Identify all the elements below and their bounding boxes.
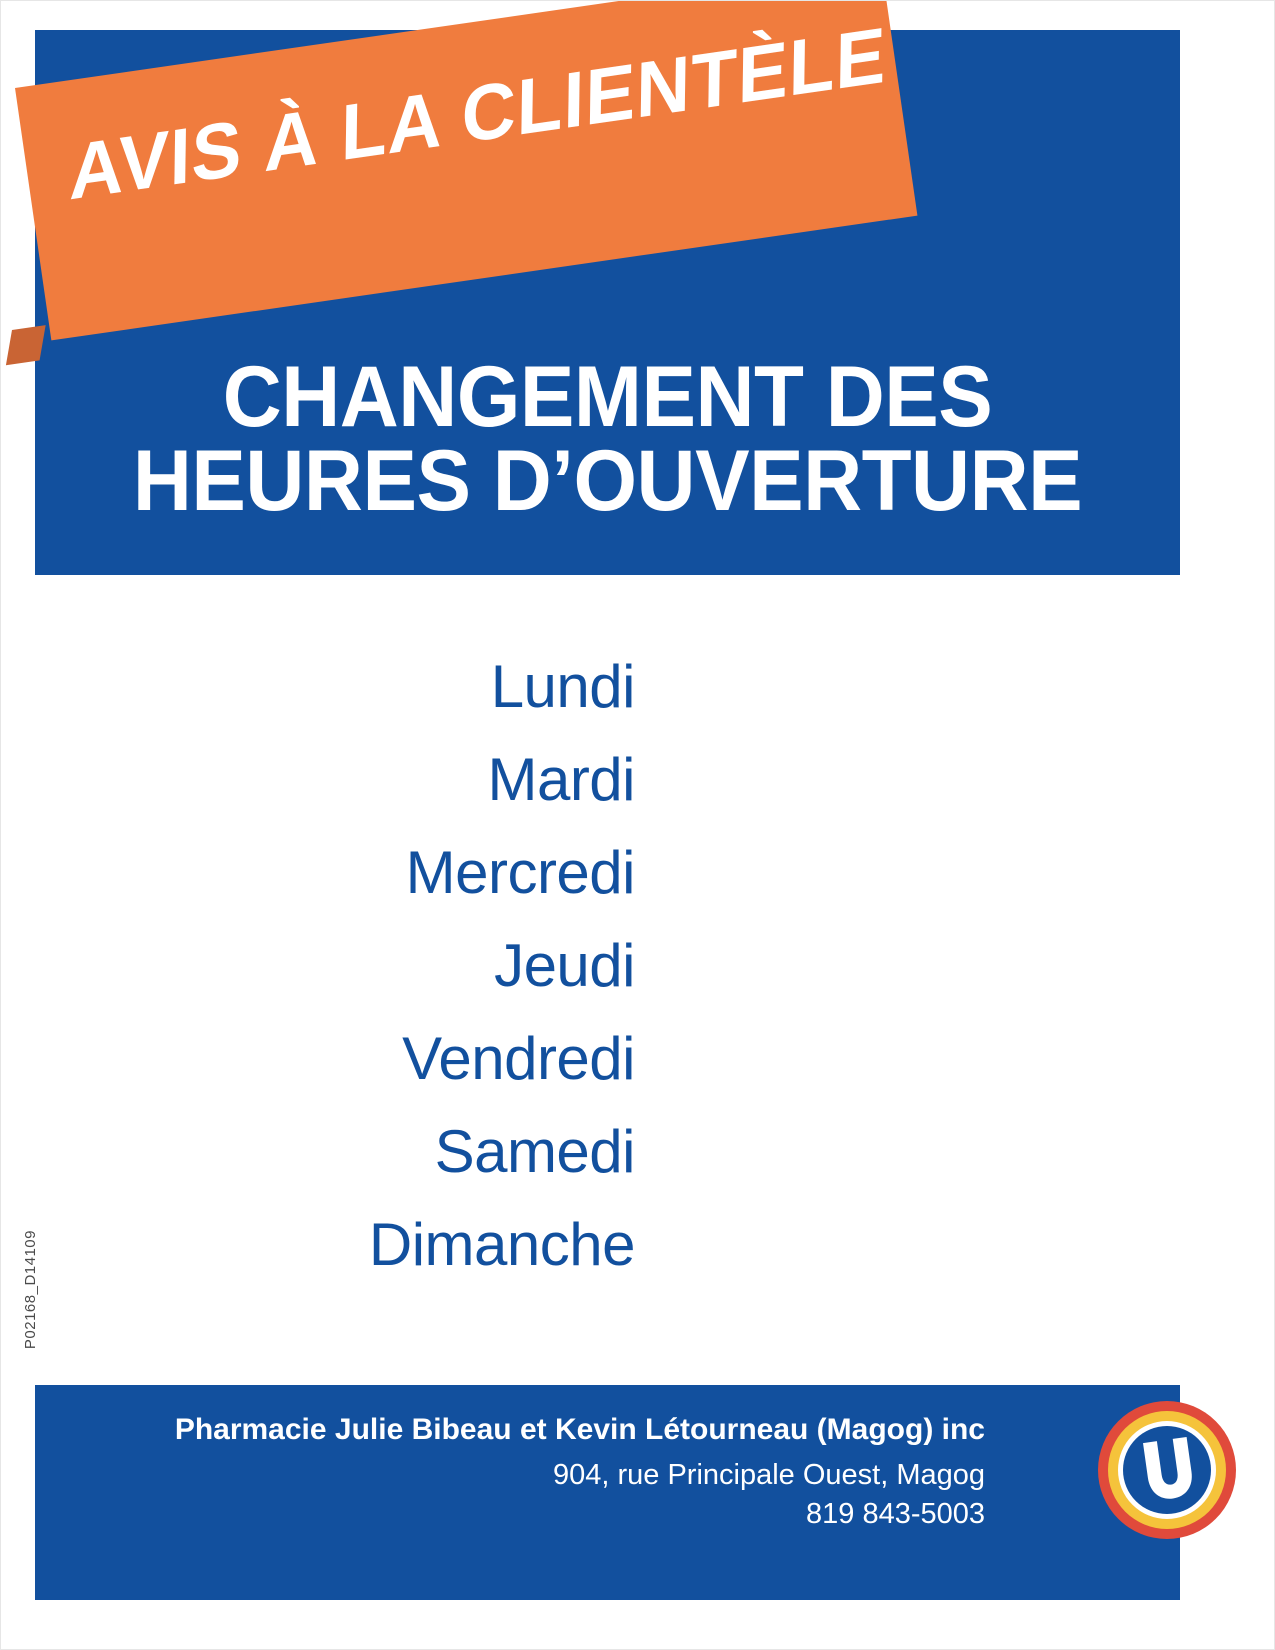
day-label: Samedi [434,1118,635,1185]
notice-ribbon-label: AVIS À LA CLIENTÈLE [68,9,888,217]
hours-row [35,1012,1180,1105]
footer-contact-block [175,1413,985,1531]
day-label: Mardi [487,746,635,813]
hours-row [35,919,1180,1012]
hours-row [35,640,1180,733]
day-label: Dimanche [368,1211,635,1278]
footer-band [35,1385,1180,1600]
day-label: Vendredi [402,1025,635,1092]
hours-row [35,1198,1180,1291]
hours-row [35,733,1180,826]
pharmacy-name: Pharmacie Julie Bibeau et Kevin Létourneau (Magog) inc [174,1413,985,1446]
uniprix-logo-icon [1097,1400,1237,1540]
hours-row [35,1105,1180,1198]
document-reference-code: P02168_D14109 [22,1230,39,1350]
page-title-line-1: CHANGEMENT DES [222,349,993,445]
day-label: Lundi [490,653,635,720]
hours-list [35,640,1180,1291]
hours-row [35,826,1180,919]
day-label: Jeudi [494,932,635,999]
page-title [64,349,1152,530]
page-title-line-2: HEURES D’OUVERTURE [132,433,1083,530]
pharmacy-phone: 819 843-5003 [806,1498,985,1530]
ribbon-fold-notch [6,325,46,365]
pharmacy-address: 904, rue Principale Ouest, Magog [552,1459,985,1491]
day-label: Mercredi [405,839,635,906]
